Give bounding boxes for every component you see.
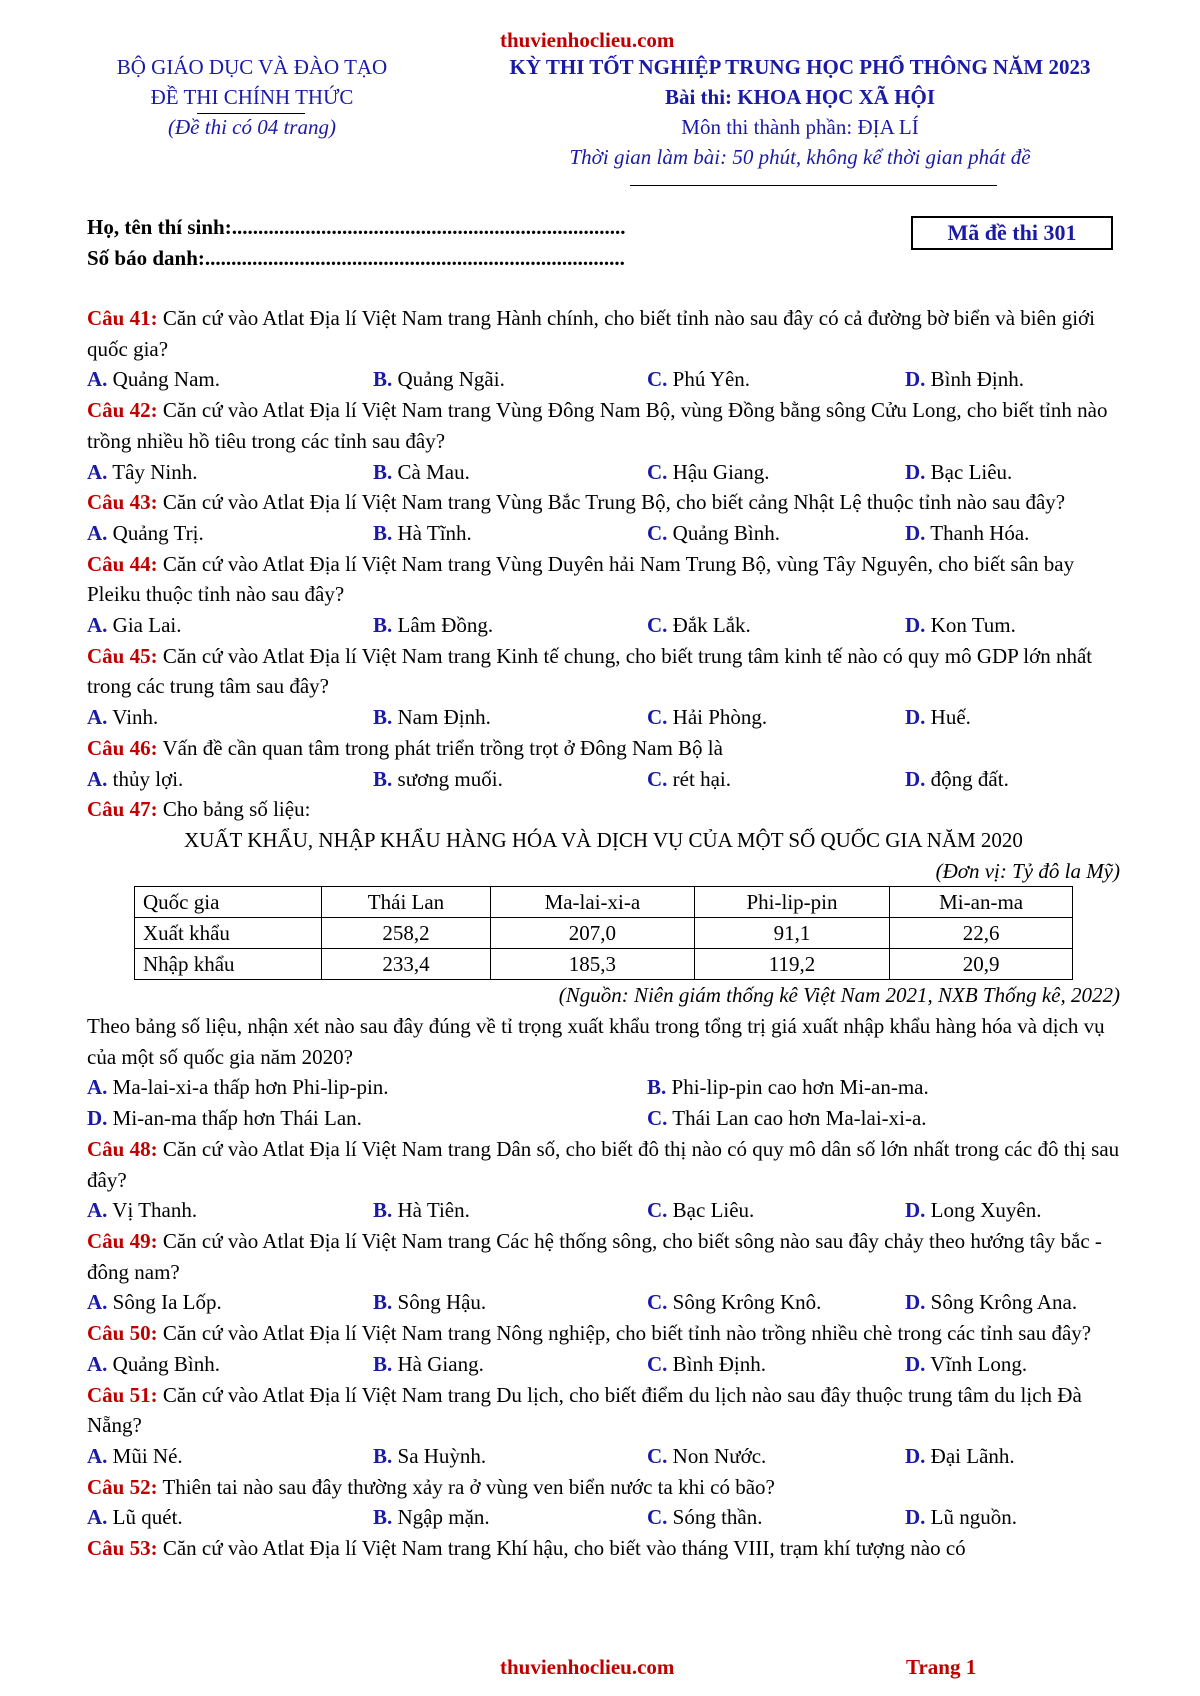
table-cell: Nhập khẩu [135, 949, 322, 980]
question-number: Câu 51: [87, 1382, 158, 1407]
answer-options [87, 1502, 1120, 1533]
table-row [135, 918, 1073, 949]
answer-letter: C. [647, 1505, 668, 1530]
answer-letter: C. [647, 459, 668, 484]
answer-option[interactable] [87, 518, 373, 549]
candidate-name-line [87, 212, 625, 243]
answer-text: Bạc Liêu. [930, 459, 1013, 484]
answer-text: Sóng thần. [672, 1505, 763, 1530]
answer-options [87, 610, 1120, 641]
question-text: Căn cứ vào Atlat Địa lí Việt Nam trang Các hệ thống sông, cho biết sông nào sau đây chảy theo hướng tây bắc - đông nam? [87, 1228, 1102, 1284]
answer-option[interactable] [373, 457, 647, 488]
table-unit: (Đơn vị: Tỷ đô la Mỹ) [935, 858, 1120, 883]
answer-letter: C. [647, 520, 668, 545]
answer-letter: A. [87, 705, 108, 730]
answer-options [87, 518, 1120, 549]
question-text: Căn cứ vào Atlat Địa lí Việt Nam trang Khí hậu, cho biết vào tháng VIII, trạm khí tượng nào có [162, 1536, 966, 1561]
table-header-cell: Mi-an-ma [890, 887, 1073, 918]
answer-letter: A. [87, 1443, 108, 1468]
answer-option[interactable] [373, 518, 647, 549]
answer-option[interactable] [905, 518, 1120, 549]
answer-options [87, 1287, 1120, 1318]
table-cell: 91,1 [694, 918, 889, 949]
answer-option[interactable] [373, 702, 647, 733]
question-number: Câu 46: [87, 735, 158, 760]
exam-title: KỲ THI TỐT NGHIỆP TRUNG HỌC PHỔ THÔNG NĂM 2023 [509, 55, 1091, 79]
question-number: Câu 45: [87, 643, 158, 668]
answer-text: Phú Yên. [672, 367, 751, 392]
answer-option[interactable] [647, 1502, 905, 1533]
data-table [134, 886, 1073, 980]
answer-letter: D. [905, 367, 926, 392]
answer-option[interactable] [905, 457, 1120, 488]
answer-option[interactable] [373, 764, 647, 795]
answer-option[interactable] [647, 610, 905, 641]
page-number: Trang 1 [906, 1655, 977, 1679]
answer-option[interactable] [373, 1349, 647, 1380]
ministry-name: BỘ GIÁO DỤC VÀ ĐÀO TẠO [116, 55, 388, 79]
question-text: Căn cứ vào Atlat Địa lí Việt Nam trang Nông nghiệp, cho biết tỉnh nào trồng nhiều chè trong các tỉnh sau đây? [162, 1321, 1092, 1346]
answer-text: Gia Lai. [112, 613, 182, 638]
answer-text: Vĩnh Long. [930, 1351, 1028, 1376]
answer-letter: D. [905, 705, 926, 730]
answer-text: Hà Giang. [397, 1351, 484, 1376]
table-header-cell: Ma-lai-xi-a [490, 887, 694, 918]
answer-text: Bạc Liêu. [672, 1198, 755, 1223]
answer-letter: D. [905, 1290, 926, 1315]
answer-option[interactable] [373, 1502, 647, 1533]
answer-text: Hà Tĩnh. [397, 520, 472, 545]
table-source: (Nguồn: Niên giám thống kê Việt Nam 2021, NXB Thống kê, 2022) [558, 983, 1120, 1008]
answer-letter: B. [373, 766, 393, 791]
question-block [87, 1134, 1120, 1226]
question-block [87, 1226, 1120, 1318]
answer-options [87, 1195, 1120, 1226]
answer-option[interactable] [373, 1287, 647, 1318]
answer-letter: B. [373, 1198, 393, 1223]
answer-letter: A. [87, 1198, 108, 1223]
answer-option[interactable] [87, 1287, 373, 1318]
question-text: Căn cứ vào Atlat Địa lí Việt Nam trang Vùng Bắc Trung Bộ, cho biết cảng Nhật Lệ thuộc tỉnh nào sau đây? [162, 490, 1066, 515]
answer-letter: C. [647, 1351, 668, 1376]
answer-text: Sông Krông Knô. [672, 1290, 822, 1315]
answer-text: Quảng Ngãi. [397, 367, 505, 392]
answer-letter: D. [905, 766, 926, 791]
answer-option[interactable] [647, 702, 905, 733]
answer-text: Hải Phòng. [672, 705, 768, 730]
exam-component: Môn thi thành phần: ĐỊA LÍ [681, 115, 919, 139]
question-block [87, 733, 1120, 794]
answer-letter: B. [373, 705, 393, 730]
answer-text: Tây Ninh. [112, 459, 198, 484]
answer-letter: D. [905, 1443, 926, 1468]
answer-text: Quảng Trị. [112, 520, 204, 545]
answer-letter: B. [373, 1290, 393, 1315]
answer-letter: B. [373, 459, 393, 484]
table-cell: 258,2 [322, 918, 491, 949]
ministry-header [82, 52, 422, 142]
answer-options [87, 702, 1120, 733]
answer-letter: B. [373, 1443, 393, 1468]
answer-option[interactable] [647, 364, 905, 395]
answer-letter: D. [905, 459, 926, 484]
question-53 [87, 1533, 1120, 1564]
question-block [87, 303, 1120, 395]
answer-text: Non Nước. [672, 1443, 767, 1468]
answer-option[interactable] [87, 610, 373, 641]
answer-text: Lũ nguồn. [930, 1505, 1017, 1530]
answer-option[interactable] [647, 518, 905, 549]
table-cell: 20,9 [890, 949, 1073, 980]
answer-text: Đại Lãnh. [930, 1443, 1015, 1468]
answer-letter: D. [905, 520, 926, 545]
question-number: Câu 47: [87, 797, 158, 822]
exam-header [450, 52, 1150, 172]
answer-letter: C. [647, 705, 668, 730]
answer-option[interactable] [87, 1349, 373, 1380]
answer-option[interactable] [87, 1441, 373, 1472]
table-cell: 22,6 [890, 918, 1073, 949]
answer-option[interactable] [87, 1195, 373, 1226]
answer-option[interactable] [647, 457, 905, 488]
question-text: Căn cứ vào Atlat Địa lí Việt Nam trang Dân số, cho biết đô thị nào có quy mô dân số lớn nhất trong các đô thị sau đây? [87, 1136, 1120, 1192]
answer-text: Quảng Nam. [112, 367, 220, 392]
table-cell: 119,2 [694, 949, 889, 980]
answer-option[interactable] [647, 1103, 1120, 1134]
answer-text: Mũi Né. [112, 1443, 183, 1468]
question-number: Câu 43: [87, 490, 158, 515]
candidate-id-line [87, 243, 625, 274]
answer-text: Vị Thanh. [112, 1198, 198, 1223]
table-title: XUẤT KHẨU, NHẬP KHẨU HÀNG HÓA VÀ DỊCH VỤ CỦA MỘT SỐ QUỐC GIA NĂM 2020 [184, 827, 1023, 852]
answer-letter: D. [905, 1351, 926, 1376]
answer-letter: A. [87, 459, 108, 484]
candidate-name-label: Họ, tên thí sinh: [87, 215, 232, 239]
answer-text: sương muối. [397, 766, 503, 791]
answer-text: Sông Krông Ana. [930, 1290, 1078, 1315]
answer-text: Bình Định. [930, 367, 1025, 392]
answer-option[interactable] [905, 610, 1120, 641]
answer-options [87, 1072, 1120, 1103]
answer-options [87, 364, 1120, 395]
answer-text: Nam Định. [397, 705, 491, 730]
answer-letter: C. [647, 1443, 668, 1468]
answer-letter: C. [647, 613, 668, 638]
answer-option[interactable] [905, 1287, 1120, 1318]
question-block [87, 1318, 1120, 1379]
answer-letter: A. [87, 1351, 108, 1376]
answer-option[interactable] [373, 1441, 647, 1472]
answer-option[interactable] [905, 1349, 1120, 1380]
answer-options [87, 764, 1120, 795]
answer-letter: B. [373, 367, 393, 392]
answer-text: Mi-an-ma thấp hơn Thái Lan. [112, 1106, 362, 1131]
site-link-bottom[interactable]: thuvienhoclieu.com [500, 1655, 675, 1679]
question-list [87, 303, 1120, 1564]
answer-option[interactable] [87, 1103, 647, 1134]
exam-subject: Bài thi: KHOA HỌC XÃ HỘI [664, 85, 936, 109]
answer-text: Sa Huỳnh. [397, 1443, 487, 1468]
answer-text: Vinh. [112, 705, 159, 730]
answer-letter: A. [87, 520, 108, 545]
answer-option[interactable] [905, 1502, 1120, 1533]
answer-text: Hà Tiên. [397, 1198, 470, 1223]
answer-letter: C. [647, 766, 668, 791]
header-right-rule [630, 185, 997, 186]
answer-option[interactable] [905, 364, 1120, 395]
answer-text: Phi-lip-pin cao hơn Mi-an-ma. [671, 1075, 929, 1100]
answer-text: rét hại. [672, 766, 731, 791]
header-left-rule [197, 113, 305, 114]
answer-options [87, 1349, 1120, 1380]
answer-letter: A. [87, 766, 108, 791]
answer-text: Hậu Giang. [672, 459, 770, 484]
answer-letter: A. [87, 367, 108, 392]
answer-option[interactable] [647, 1441, 905, 1472]
exam-code-box: Mã đề thi 301 [911, 216, 1113, 250]
answer-text: Sông Hậu. [397, 1290, 487, 1315]
question-number: Câu 48: [87, 1136, 158, 1161]
answer-option[interactable] [905, 1195, 1120, 1226]
question-text: Vấn đề cần quan tâm trong phát triển trồng trọt ở Đông Nam Bộ là [162, 735, 723, 760]
answer-letter: C. [647, 367, 668, 392]
question-number: Câu 42: [87, 398, 158, 423]
question-text: Căn cứ vào Atlat Địa lí Việt Nam trang Du lịch, cho biết điểm du lịch nào sau đây thuộc trung tâm du lịch Đà Nẵng? [87, 1382, 1082, 1438]
question-number: Câu 50: [87, 1321, 158, 1346]
question-block [87, 641, 1120, 733]
question-block [87, 549, 1120, 641]
official-label: ĐỀ THI CHÍNH THỨC [150, 85, 354, 109]
answer-text: Kon Tum. [930, 613, 1016, 638]
answer-options [87, 1103, 1120, 1134]
answer-letter: C. [647, 1198, 668, 1223]
answer-letter: B. [373, 613, 393, 638]
answer-letter: D. [905, 613, 926, 638]
answer-option[interactable] [647, 1072, 1120, 1103]
answer-option[interactable] [87, 457, 373, 488]
question-block [87, 395, 1120, 487]
question-text: Theo bảng số liệu, nhận xét nào sau đây đúng về tỉ trọng xuất khẩu trong tổng trị giá xuất nhập khẩu hàng hóa và dịch vụ của một số quốc gia năm 2020? [87, 1014, 1105, 1069]
answer-option[interactable] [905, 764, 1120, 795]
answer-option[interactable] [647, 1287, 905, 1318]
candidate-name-dots: ........................................................................... [231, 215, 626, 239]
answer-option[interactable] [905, 1441, 1120, 1472]
table-header-cell: Thái Lan [322, 887, 491, 918]
page-count-note: (Đề thi có 04 trang) [168, 115, 336, 139]
question-47 [87, 794, 1120, 1134]
answer-text: Ngập mặn. [397, 1505, 490, 1530]
question-text: Căn cứ vào Atlat Địa lí Việt Nam trang Vùng Đông Nam Bộ, vùng Đồng bằng sông Cửu Long, cho biết tỉnh nào trồng nhiều hồ tiêu trong các tỉnh sau đây? [87, 398, 1108, 453]
answer-option[interactable] [647, 1349, 905, 1380]
candidate-id-label: Số báo danh: [87, 246, 205, 270]
question-block [87, 1380, 1120, 1472]
answer-letter: B. [373, 1505, 393, 1530]
question-block [87, 487, 1120, 548]
question-block [87, 1472, 1120, 1533]
answer-text: Đắk Lắk. [672, 613, 751, 638]
exam-duration: Thời gian làm bài: 50 phút, không kể thời gian phát đề [569, 145, 1031, 169]
table-row [135, 949, 1073, 980]
answer-text: thủy lợi. [112, 766, 184, 791]
answer-text: Quảng Bình. [672, 520, 780, 545]
answer-text: Bình Định. [672, 1351, 767, 1376]
answer-text: Thái Lan cao hơn Ma-lai-xi-a. [672, 1106, 927, 1131]
table-cell: 207,0 [490, 918, 694, 949]
answer-letter: A. [87, 613, 108, 638]
answer-letter: B. [647, 1075, 667, 1100]
question-text: Căn cứ vào Atlat Địa lí Việt Nam trang Hành chính, cho biết tỉnh nào sau đây có cả đường bờ biển và biên giới quốc gia? [87, 306, 1095, 361]
answer-text: Long Xuyên. [930, 1198, 1042, 1223]
answer-text: Ma-lai-xi-a thấp hơn Phi-lip-pin. [112, 1075, 389, 1100]
answer-option[interactable] [87, 764, 373, 795]
answer-option[interactable] [87, 1072, 647, 1103]
answer-text: Thanh Hóa. [930, 520, 1030, 545]
answer-letter: C. [647, 1106, 668, 1131]
question-number: Câu 49: [87, 1228, 158, 1253]
answer-text: Cà Mau. [397, 459, 470, 484]
table-header-row [135, 887, 1073, 918]
answer-option[interactable] [373, 1195, 647, 1226]
table-header-cell: Phi-lip-pin [694, 887, 889, 918]
answer-letter: C. [647, 1290, 668, 1315]
site-link-top[interactable]: thuvienhoclieu.com [500, 28, 675, 52]
answer-letter: A. [87, 1075, 108, 1100]
answer-option[interactable] [87, 702, 373, 733]
answer-option[interactable] [647, 1195, 905, 1226]
table-cell: Xuất khẩu [135, 918, 322, 949]
table-cell: 233,4 [322, 949, 491, 980]
question-number: Câu 52: [87, 1474, 158, 1499]
answer-text: động đất. [930, 766, 1009, 791]
answer-option[interactable] [87, 1502, 373, 1533]
answer-letter: B. [373, 520, 393, 545]
answer-letter: D. [905, 1505, 926, 1530]
question-text: Căn cứ vào Atlat Địa lí Việt Nam trang Kinh tế chung, cho biết trung tâm kinh tế nào có quy mô GDP lớn nhất trong các trung tâm sau đây? [87, 643, 1093, 699]
answer-option[interactable] [373, 610, 647, 641]
question-text: Căn cứ vào Atlat Địa lí Việt Nam trang Vùng Duyên hải Nam Trung Bộ, vùng Tây Nguyên, cho biết sân bay Pleiku thuộc tỉnh nào sau đây? [87, 551, 1075, 607]
question-text: Cho bảng số liệu: [162, 797, 311, 822]
answer-letter: D. [87, 1106, 108, 1131]
answer-letter: A. [87, 1290, 108, 1315]
answer-text: Huế. [930, 705, 971, 730]
answer-option[interactable] [373, 364, 647, 395]
table-header-cell: Quốc gia [135, 887, 322, 918]
answer-options [87, 457, 1120, 488]
answer-text: Lâm Đồng. [397, 613, 494, 638]
answer-letter: B. [373, 1351, 393, 1376]
answer-option[interactable] [647, 764, 905, 795]
candidate-id-dots: ................................................................................ [204, 246, 625, 270]
question-text: Thiên tai nào sau đây thường xảy ra ở vùng ven biển nước ta khi có bão? [162, 1474, 775, 1499]
question-number: Câu 44: [87, 551, 158, 576]
answer-option[interactable] [905, 702, 1120, 733]
answer-text: Quảng Bình. [112, 1351, 220, 1376]
answer-letter: D. [905, 1198, 926, 1223]
answer-options [87, 1441, 1120, 1472]
answer-text: Lũ quét. [112, 1505, 183, 1530]
table-cell: 185,3 [490, 949, 694, 980]
answer-letter: A. [87, 1505, 108, 1530]
answer-text: Sông Ia Lốp. [112, 1290, 222, 1315]
answer-option[interactable] [87, 364, 373, 395]
question-number: Câu 41: [87, 306, 158, 330]
question-number: Câu 53: [87, 1536, 158, 1561]
